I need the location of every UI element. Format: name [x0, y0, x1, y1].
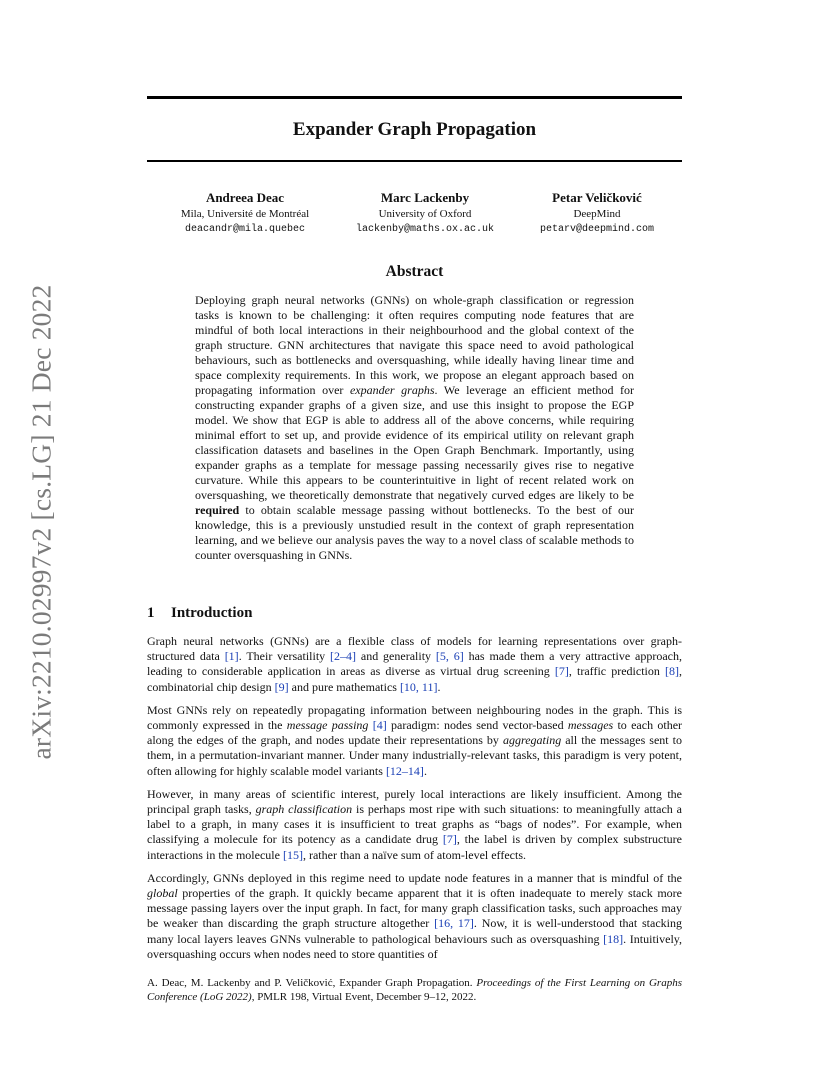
paragraph: Accordingly, GNNs deployed in this regime need to update node features in a manner that is mindful of the global properties of the graph. It quickly became apparent that it is often inadequate to merely stack more message passing layers over the input graph. In fact, for many graph classification tasks, such approaches may be weaker than discarding the graph structure altogether [16, 17]. Now, it is well-understood that stacking many local layers leaves GNNs vulnerable to pathological behaviours such as oversquashing [18]. Intuitively, oversquashing occurs when nodes need to store quantities of [147, 870, 683, 961]
author-email: petarv@deepmind.com [539, 224, 655, 235]
citation-link[interactable]: [7] [442, 832, 457, 847]
paper-title: Expander Graph Propagation [292, 119, 537, 140]
citation-link[interactable]: [2–4] [330, 649, 357, 664]
citation-link[interactable]: [15] [282, 847, 303, 862]
author-name: Andreea Deac [205, 190, 285, 205]
section-number: 1 [147, 605, 155, 621]
author-affiliation: DeepMind [573, 208, 621, 220]
author-name: Petar Veličković [552, 190, 642, 205]
arxiv-identifier [18, 282, 64, 762]
paragraph: Graph neural networks (GNNs) are a flexible class of models for learning representations over graph-structured data [1]. Their versatility [2–4] and generality [5, 6] has made them a very attractive approach, leading to considerable application in areas as diverse as virtual drug screening [7], traffic prediction [8], combinatorial chip design [9] and pure mathematics [10, 11]. [147, 634, 682, 694]
abstract-text: Deploying graph neural networks (GNNs) on whole-graph classification or regression tasks is known to be challenging: it often requires computing node features that are mindful of both local interactions in their neighbourhood and the global context of the graph structure. GNN architectures that navigate this space need to avoid pathological behaviours, such as bottlenecks and oversquashing, while ideally having linear time and space complexity requirements. In this work, we propose an elegant approach based on propagating information over expander graphs. We leverage an efficient method for constructing expander graphs of a given size, and use this insight to propose the EGP model. We show that EGP is able to address all of the above concerns, while requiring minimal effort to set up, and provide evidence of its empirical utility on relevant graph classification datasets and baselines in the Open Graph Benchmark. Importantly, using expander graphs as a template for message passing necessarily gives rise to negative curvature. While this appears to be counterintuitive in light of recent related work on oversquashing, we theoretically demonstrate that negatively curved edges are likely to be required to obtain scalable message passing without bottlenecks. To the best of our knowledge, this is a previously unstudied result in the context of graph representation learning, and we believe our analysis paves the way to a novel class of scalable methods to counter oversquashing in GNNs. [195, 293, 634, 562]
author-block-3 [522, 190, 672, 238]
citation-link[interactable]: [7] [554, 664, 569, 679]
author-affiliation: University of Oxford [378, 208, 472, 220]
author-block-2 [335, 190, 515, 238]
citation-link[interactable]: [4] [372, 718, 387, 733]
section-heading [147, 605, 252, 622]
citation-link[interactable]: [8] [665, 664, 679, 679]
author-email: deacandr@mila.quebec [184, 224, 306, 235]
abstract-heading: Abstract [385, 263, 444, 280]
page-footer: A. Deac, M. Lackenby and P. Veličković, Expander Graph Propagation. Proceedings of the First Learning on Graphs Conference (LoG 2022), PMLR 198, Virtual Event, December 9–12, 2022. [147, 977, 682, 1003]
arxiv-identifier-text: arXiv:2210.02997v2 [cs.LG] 21 Dec 2022 [25, 284, 57, 760]
author-affiliation: Mila, Université de Montréal [180, 208, 310, 220]
title-top-rule [147, 96, 682, 99]
paragraph: Most GNNs rely on repeatedly propagating information between neighbouring nodes in the graph. This is commonly expressed in the message passing [4] paradigm: nodes send vector-based messages to each other along the edges of the graph, and nodes update their representations by aggregating all the messages sent to them, in a permutation-invariant manner. Under many industrially-relevant tasks, this paradigm is very potent, often allowing for highly scalable model variants [12–14]. [147, 702, 683, 778]
introduction-body [147, 634, 682, 970]
citation-link[interactable]: [18] [603, 931, 624, 946]
author-email: lackenby@maths.ox.ac.uk [355, 224, 495, 235]
citation-link[interactable]: [9] [274, 679, 289, 694]
citation-link[interactable]: [1] [224, 649, 239, 664]
citation-link[interactable]: [5, 6] [435, 649, 464, 664]
citation-link[interactable]: [12–14] [385, 763, 424, 778]
section-title: Introduction [171, 605, 253, 621]
citation-link[interactable]: [10, 11] [399, 679, 438, 694]
title-bottom-rule [147, 160, 682, 162]
citation-link[interactable]: [16, 17] [434, 916, 474, 931]
paragraph: However, in many areas of scientific interest, purely local interactions are likely insufficient. Among the principal graph tasks, graph classification is perhaps most ripe with such situations: to meaningfully attach a label to a graph, in many cases it is insufficient to treat graphs as “bags of nodes”. For example, when classifying a molecule for its potency as a candidate drug [7], the label is driven by complex substructure interactions in the molecule [15], rather than a naïve sum of atom-level effects. [147, 786, 682, 862]
author-block-1 [165, 190, 325, 238]
author-name: Marc Lackenby [380, 190, 470, 205]
